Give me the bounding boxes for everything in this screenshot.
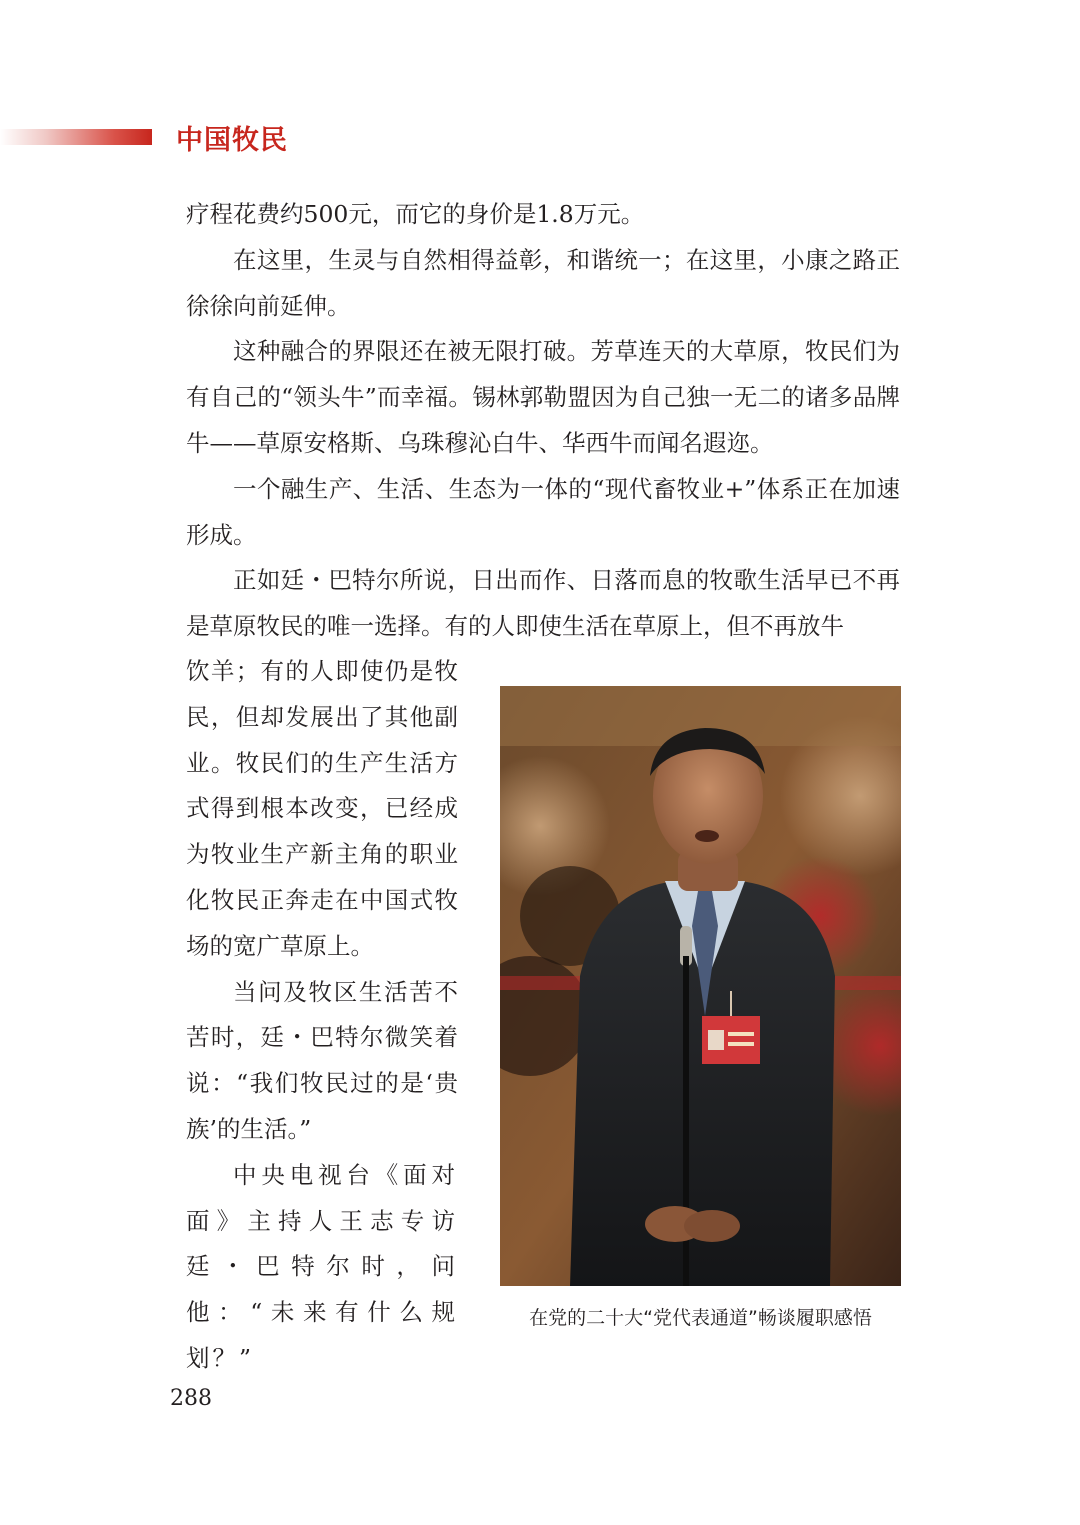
- paragraph: 正如廷・巴特尔所说，日出而作、日落而息的牧歌生活早已不再是草原牧民的唯一选择。有的人即使生活在草原上，但不再放牛: [186, 566, 900, 641]
- paragraph: 在这里，生灵与自然相得益彰，和谐统一；在这里，小康之路正徐徐向前延伸。: [186, 245, 900, 320]
- paragraph: 这种融合的界限还在被无限打破。芳草连天的大草原，牧民们为有自己的“领头牛”而幸福。锡林郭勒盟因为自己独一无二的诸多品牌牛——草原安格斯、乌珠穆沁白牛、华西牛而闻名遐迩。: [186, 337, 900, 457]
- body-text: [186, 192, 900, 650]
- paragraph: 疗程花费约500元，而它的身价是1.8万元。: [186, 200, 645, 228]
- paragraph: 当问及牧区生活苦不苦时，廷・巴特尔微笑着说：“我们牧民过的是‘贵族’的生活。”: [186, 977, 458, 1143]
- paragraph: 中央电视台《面对面》主持人王志专访廷・巴特尔时，问他：“未来有什么规划？”: [186, 1160, 458, 1372]
- photo-caption: 在党的二十大“党代表通道”畅谈履职感悟: [529, 1307, 872, 1329]
- photo-illustration: [500, 686, 901, 1286]
- paragraph: 饮羊；有的人即使仍是牧民，但却发展出了其他副业。牧民们的生产生活方式得到根本改变，已经成为牧业生产新主角的职业化牧民正奔走在中国式牧场的宽广草原上。: [186, 657, 458, 960]
- header-accent-bar: [0, 129, 152, 145]
- page-number: 288: [170, 1386, 212, 1411]
- narrow-text-column: [186, 649, 458, 1382]
- photo-delegate-speaking: [500, 686, 901, 1286]
- paragraph: 一个融生产、生活、生态为一体的“现代畜牧业+”体系正在加速形成。: [186, 474, 900, 549]
- book-title: 中国牧民: [176, 125, 288, 156]
